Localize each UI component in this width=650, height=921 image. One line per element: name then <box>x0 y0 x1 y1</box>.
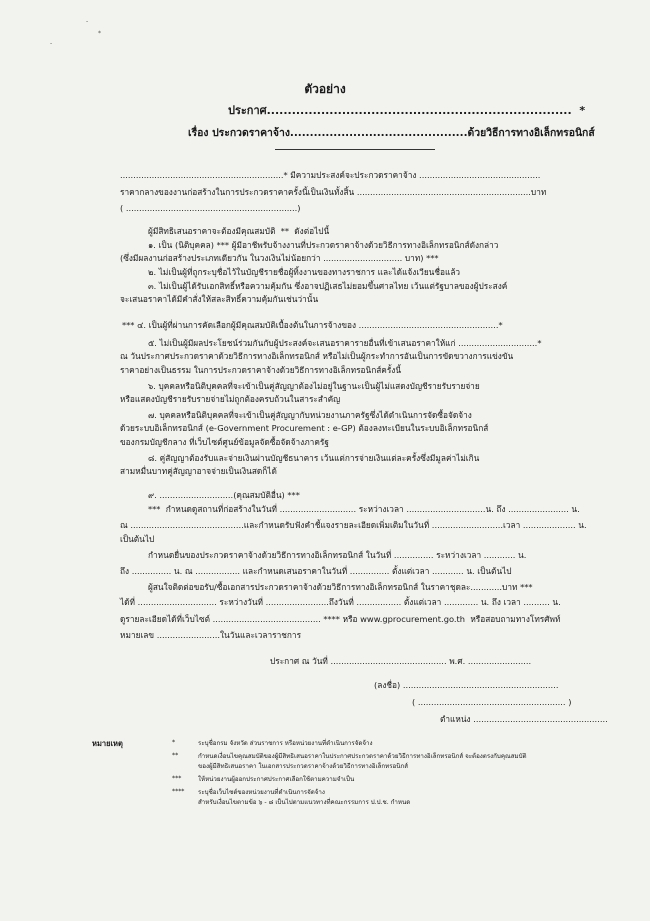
body-line: ดูรายละเอียดได้ที่เว็บไซต์ ......................................... **** หรือ www.gprocurement.go.th หรือสอบถามทางโทรศัพท์ <box>120 614 561 624</box>
scan-mark: - <box>86 18 89 25</box>
body-line: ๗. บุคคลหรือนิติบุคคลที่จะเข้าเป็นคู่สัญญากับหน่วยงานภาครัฐซึ่งได้ดำเนินการจัดซื้อจัดจ้าง <box>148 410 472 420</box>
notes-label: หมายเหตุ <box>92 739 123 748</box>
note-key: * <box>172 739 176 746</box>
scan-mark: - <box>50 40 53 47</box>
body-line: เป็นต้นไป <box>120 534 155 544</box>
body-line: ๕. ไม่เป็นผู้มีผลประโยชน์ร่วมกันกับผู้ประสงค์จะเสนอราคารายอื่นที่เข้าเสนอราคาให้แก่ ..............................* <box>148 338 542 348</box>
body-line: *** กำหนดดูสถานที่ก่อสร้างในวันที่ ............................. ระหว่างเวลา ..............................น. ถึง ....................... น. <box>148 504 580 514</box>
note-key: ** <box>172 752 179 759</box>
signature-line: (ลงชื่อ) ........................................................... <box>374 680 559 690</box>
note-text: สำหรับเงื่อนไขตามข้อ ๖ - ๘ เป็นไปตามแนวทางที่คณะกรรมการ ป.ป.ช. กำหนด <box>198 799 411 806</box>
note-text: ระบุชื่อกรม จังหวัด ส่วนราชการ หรือหน่วยงานที่ดำเนินการจัดจ้าง <box>198 740 373 747</box>
note-text: กำหนดเงื่อนไขคุณสมบัติของผู้มีสิทธิเสนอราคาในประกาศประกวดราคาด้วยวิธีการทางอิเล็กทรอนิกส์ จะต้องตรงกับคุณสมบัติ <box>198 753 527 760</box>
body-line: ..............................................................* มีความประสงค์จะประกวดราคาจ้าง .............................................. <box>120 170 541 180</box>
note-key: *** <box>172 775 182 782</box>
body-line: ถึง ............... น. ณ ................. และกำหนดเสนอราคาในวันที่ ............... ตั้งแต่เวลา ............ น. เป็นต้นไป <box>120 566 512 576</box>
document-title: ตัวอย่าง <box>304 82 346 96</box>
body-line: ด้วยระบบอิเล็กทรอนิกส์ (e-Government Procurement : e-GP) ต้องลงทะเบียนในระบบอิเล็กทรอนิกส์ <box>120 423 489 433</box>
body-line: ( .................................................................) <box>120 203 301 213</box>
body-line: หมายเลข ........................ในวันและเวลาราชการ <box>120 630 302 640</box>
body-line: หรือแสดงบัญชีรายรับรายจ่ายไม่ถูกต้องครบถ้วนในสาระสำคัญ <box>120 394 341 404</box>
body-line: ๓. ไม่เป็นผู้ได้รับเอกสิทธิ์หรือความคุ้มกัน ซึ่งอาจปฏิเสธไม่ยอมขึ้นศาลไทย เว้นแต่รัฐบาลของผู้ประสงค์ <box>148 281 508 291</box>
note-text: ระบุชื่อเว็บไซต์ของหน่วยงานที่ดำเนินการจัดจ้าง <box>198 789 325 796</box>
body-line: ๖. บุคคลหรือนิติบุคคลที่จะเข้าเป็นคู่สัญญาต้องไม่อยู่ในฐานะเป็นผู้ไม่แสดงบัญชีรายรับรายจ่าย <box>148 381 480 391</box>
body-line: ๙. ............................(คุณสมบัติอื่น) *** <box>148 490 300 500</box>
body-line: ราคาอย่างเป็นธรรม ในการประกวดราคาจ้างด้วยวิธีการทางอิเล็กทรอนิกส์ครั้งนี้ <box>120 365 402 375</box>
scan-mark: * <box>98 30 101 37</box>
body-line: กำหนดยื่นของประกวดราคาจ้างด้วยวิธีการทางอิเล็กทรอนิกส์ ในวันที่ ............... ระหว่างเวลา ............ น. <box>148 550 527 560</box>
note-text: ของผู้มีสิทธิเสนอราคา ในเอกสารประกวดราคาจ้างด้วยวิธีการทางอิเล็กทรอนิกส์ <box>198 763 408 770</box>
body-line: (ซึ่งมีผลงานก่อสร้างประเภทเดียวกัน ในวงเงินไม่น้อยกว่า .............................. บาท) *** <box>120 253 439 263</box>
announce-date: ประกาศ ณ วันที่ ............................................ พ.ศ. ........................ <box>270 656 532 666</box>
body-line: ผู้มีสิทธิเสนอราคาจะต้องมีคุณสมบัติ ** ดังต่อไปนี้ <box>148 226 330 236</box>
body-line: ได้ที่ .............................. ระหว่างวันที่ ........................ถึงวันที่ ................. ตั้งแต่เวลา ............. น. ถึง เวลา .......... น. <box>120 597 561 607</box>
body-line: *** ๔. เป็นผู้ที่ผ่านการคัดเลือกผู้มีคุณสมบัติเบื้องต้นในการจ้างของ .....................................................* <box>122 320 503 330</box>
note-key: **** <box>172 788 185 795</box>
body-line: ๒. ไม่เป็นผู้ที่ถูกระบุชื่อไว้ในบัญชีรายชื่อผู้ทิ้งงานของทางราชการ และได้แจ้งเวียนชื่อแล้ว <box>148 267 461 277</box>
body-line: ๘. คู่สัญญาต้องรับและจ่ายเงินผ่านบัญชีธนาคาร เว้นแต่การจ่ายเงินแต่ละครั้งซึ่งมีมูลค่าไม่เกิน <box>148 453 480 463</box>
body-line: ณ ...........................................และกำหนดรับฟังคำชี้แจงรายละเอียดเพิ่มเติมในวันที่ ...........................เวลา .................... น. <box>120 520 587 530</box>
title-underline <box>275 149 435 150</box>
subject-header: เรื่อง ประกวดราคาจ้าง.............................................ด้วยวิธีการทางอิเล็กทรอนิกส์ <box>188 127 595 139</box>
signer-position: ตำแหน่ง ................................................... <box>440 714 608 724</box>
body-line: จะเสนอราคาได้มีคำสั่งให้สละสิทธิ์ความคุ้มกันเช่นว่านั้น <box>120 294 319 304</box>
body-line: ณ วันประกาศประกวดราคาด้วยวิธีการทางอิเล็กทรอนิกส์ หรือไม่เป็นผู้กระทำการอันเป็นการขัดขวางการแข่งขัน <box>120 351 514 361</box>
body-line: ผู้สนใจติดต่อขอรับ/ซื้อเอกสารประกวดราคาจ้างด้วยวิธีการทางอิเล็กทรอนิกส์ ในราคาชุดละ............บาท *** <box>148 582 533 592</box>
body-line: ราคากลางของงานก่อสร้างในการประกวดราคาครั้งนี้เป็นเงินทั้งสิ้น ..................................................................บาท <box>120 187 547 197</box>
signer-name: ( ........................................................ ) <box>412 697 572 707</box>
body-line: ๑. เป็น (นิติบุคคล) *** ผู้มีอาชีพรับจ้างงานที่ประกวดราคาจ้างด้วยวิธีการทางอิเล็กทรอนิกส์ดังกล่าว <box>148 240 499 250</box>
body-line: ของกรมบัญชีกลาง ที่เว็บไซต์ศูนย์ข้อมูลจัดซื้อจัดจ้างภาครัฐ <box>120 437 329 447</box>
note-text: ให้หน่วยงานผู้ออกประกาศประกาศเลือกใช้ตามความจำเป็น <box>198 776 355 783</box>
announcement-header: ประกาศ......................................................................... * <box>228 104 586 117</box>
body-line: สามหมื่นบาทคู่สัญญาอาจจ่ายเป็นเงินสดก็ได้ <box>120 466 277 476</box>
